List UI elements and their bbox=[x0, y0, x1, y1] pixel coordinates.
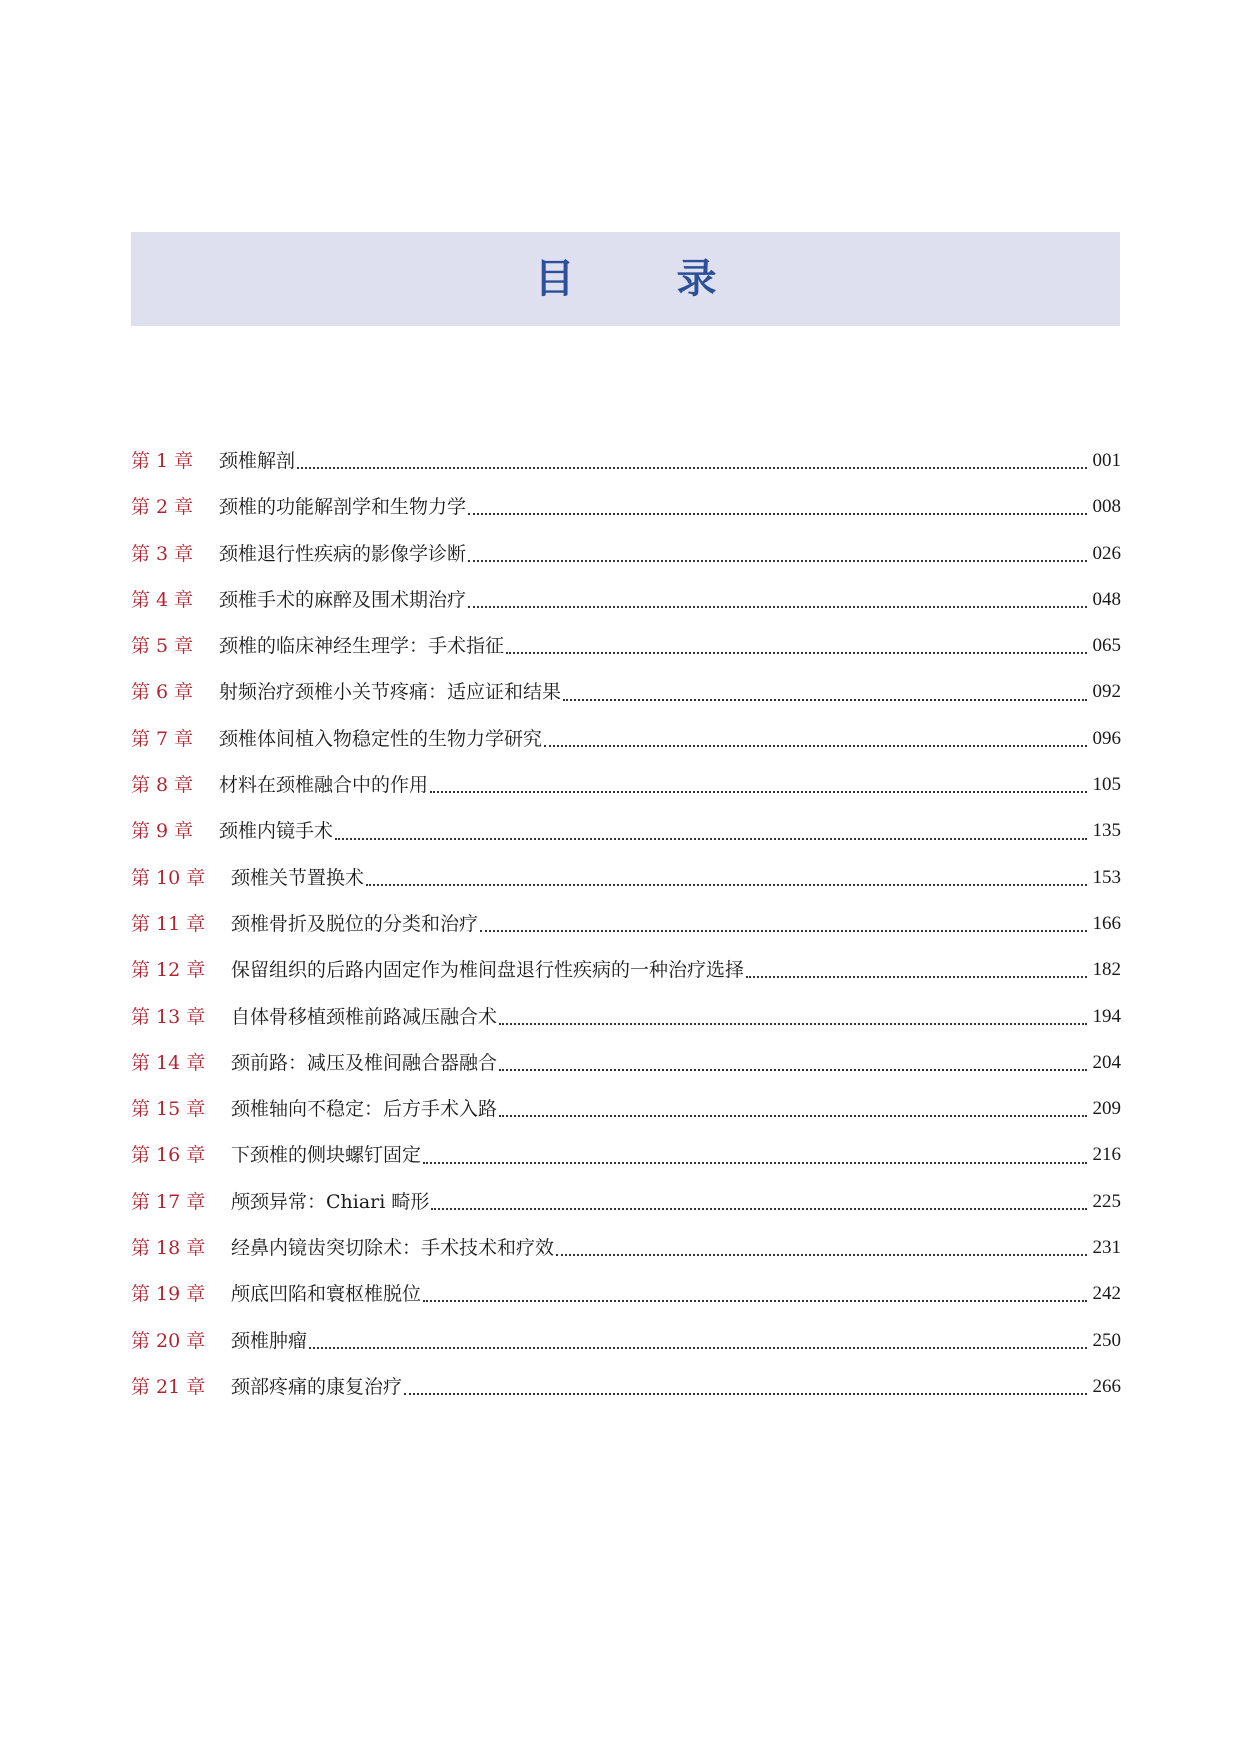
toc-dot-leader bbox=[335, 838, 1086, 840]
toc-dot-leader bbox=[366, 884, 1086, 886]
toc-entry-line bbox=[219, 577, 1121, 623]
toc-entry[interactable] bbox=[131, 484, 1121, 530]
toc-chapter-label: 第 4 章 bbox=[131, 588, 194, 611]
toc-page-number: 135 bbox=[1092, 820, 1121, 842]
toc-entry[interactable] bbox=[131, 1225, 1121, 1271]
page-title: 目 录 bbox=[534, 255, 761, 302]
toc-dot-leader bbox=[309, 1347, 1086, 1349]
toc-chapter-title: 颅底凹陷和寰枢椎脱位 bbox=[231, 1283, 422, 1306]
toc-entry-line bbox=[231, 1318, 1121, 1364]
toc-chapter-title: 颈椎退行性疾病的影像学诊断 bbox=[219, 542, 467, 565]
toc-chapter-label: 第 15 章 bbox=[131, 1098, 206, 1121]
toc-entry-line bbox=[231, 1271, 1121, 1317]
toc-chapter-label: 第 3 章 bbox=[131, 542, 194, 565]
toc-dot-leader bbox=[556, 1254, 1086, 1256]
toc-chapter-title: 下颈椎的侧块螺钉固定 bbox=[231, 1144, 422, 1167]
toc-dot-leader bbox=[563, 699, 1086, 701]
toc-dot-leader bbox=[468, 606, 1086, 608]
toc-page-number: 001 bbox=[1092, 450, 1121, 471]
toc-entry-line bbox=[231, 1364, 1121, 1410]
toc-page-number: 065 bbox=[1092, 635, 1121, 657]
toc-page-number: 194 bbox=[1092, 1005, 1121, 1027]
toc-chapter-title: 自体骨移植颈椎前路减压融合术 bbox=[231, 1005, 498, 1028]
toc-entry[interactable] bbox=[131, 1271, 1121, 1317]
toc-chapter-title: 颈部疼痛的康复治疗 bbox=[231, 1375, 403, 1398]
toc-entry-line bbox=[231, 901, 1121, 947]
toc-entry[interactable] bbox=[131, 762, 1121, 808]
toc-chapter-label: 第 19 章 bbox=[131, 1283, 206, 1306]
toc-chapter-title: 颈椎解剖 bbox=[219, 450, 296, 472]
toc-entry[interactable] bbox=[131, 855, 1121, 901]
toc-chapter-title: 颈前路：减压及椎间融合器融合 bbox=[231, 1051, 498, 1074]
toc-entry[interactable] bbox=[131, 531, 1121, 577]
toc-entry-line bbox=[219, 716, 1121, 762]
toc-dot-leader bbox=[423, 1162, 1086, 1164]
toc-entry-line bbox=[231, 1040, 1121, 1086]
toc-entry[interactable] bbox=[131, 623, 1121, 669]
toc-page-number: 242 bbox=[1092, 1283, 1121, 1305]
toc-dot-leader bbox=[431, 1208, 1086, 1210]
toc-page-number: 096 bbox=[1092, 727, 1121, 749]
toc-chapter-label: 第 2 章 bbox=[131, 496, 194, 519]
toc-dot-leader bbox=[423, 1300, 1086, 1302]
toc-dot-leader bbox=[404, 1393, 1086, 1395]
toc-chapter-label: 第 6 章 bbox=[131, 681, 194, 704]
toc-chapter-label: 第 21 章 bbox=[131, 1375, 206, 1398]
toc-entry-line bbox=[219, 438, 1121, 484]
toc-page-number: 266 bbox=[1092, 1375, 1121, 1397]
toc-page-number: 008 bbox=[1092, 496, 1121, 518]
toc-chapter-label: 第 17 章 bbox=[131, 1190, 206, 1213]
toc-page-number: 204 bbox=[1092, 1051, 1121, 1073]
toc-dot-leader bbox=[430, 791, 1086, 793]
toc-entry[interactable] bbox=[131, 577, 1121, 623]
toc-entry-line bbox=[219, 762, 1121, 808]
toc-entry-line bbox=[231, 1225, 1121, 1271]
toc-chapter-title: 保留组织的后路内固定作为椎间盘退行性疾病的一种治疗选择 bbox=[231, 959, 745, 982]
toc-dot-leader bbox=[499, 1069, 1086, 1071]
toc-entry-line bbox=[219, 669, 1121, 715]
toc-entry[interactable] bbox=[131, 1040, 1121, 1086]
toc-page-number: 153 bbox=[1092, 866, 1121, 888]
toc-chapter-label: 第 11 章 bbox=[131, 912, 206, 935]
toc-chapter-title: 颈椎骨折及脱位的分类和治疗 bbox=[231, 912, 479, 935]
toc-entry[interactable] bbox=[131, 947, 1121, 993]
toc-chapter-title: 颈椎的临床神经生理学：手术指征 bbox=[219, 635, 505, 658]
toc-entry[interactable] bbox=[131, 901, 1121, 947]
toc-entry[interactable] bbox=[131, 808, 1121, 854]
table-of-contents bbox=[131, 438, 1121, 1410]
toc-page-number: 166 bbox=[1092, 912, 1121, 934]
toc-entry-line bbox=[219, 623, 1121, 669]
toc-page-number: 026 bbox=[1092, 542, 1121, 564]
toc-page-number: 231 bbox=[1092, 1237, 1121, 1259]
toc-chapter-title: 射频治疗颈椎小关节疼痛：适应证和结果 bbox=[219, 681, 562, 704]
toc-entry-line bbox=[219, 808, 1121, 854]
toc-chapter-label: 第 7 章 bbox=[131, 727, 194, 750]
toc-entry-line bbox=[231, 1132, 1121, 1178]
toc-page-number: 092 bbox=[1092, 681, 1121, 703]
toc-chapter-title: 颈椎体间植入物稳定性的生物力学研究 bbox=[219, 727, 543, 750]
toc-entry[interactable] bbox=[131, 994, 1121, 1040]
toc-page-number: 225 bbox=[1092, 1190, 1121, 1212]
toc-dot-leader bbox=[480, 930, 1086, 932]
toc-dot-leader bbox=[506, 652, 1086, 654]
toc-entry[interactable] bbox=[131, 716, 1121, 762]
toc-entry[interactable] bbox=[131, 1318, 1121, 1364]
toc-entry[interactable] bbox=[131, 1086, 1121, 1132]
toc-entry[interactable] bbox=[131, 1179, 1121, 1225]
toc-chapter-title: 颅颈异常：Chiari 畸形 bbox=[231, 1190, 430, 1213]
toc-chapter-label: 第 10 章 bbox=[131, 866, 206, 889]
toc-chapter-label: 第 13 章 bbox=[131, 1005, 206, 1028]
toc-dot-leader bbox=[468, 513, 1086, 515]
toc-entry-line bbox=[231, 855, 1121, 901]
toc-dot-leader bbox=[499, 1023, 1086, 1025]
toc-chapter-title: 颈椎肿瘤 bbox=[231, 1329, 308, 1352]
toc-dot-leader bbox=[468, 560, 1086, 562]
toc-chapter-title: 颈椎轴向不稳定：后方手术入路 bbox=[231, 1098, 498, 1121]
toc-chapter-title: 颈椎关节置换术 bbox=[231, 866, 365, 889]
toc-title-band bbox=[131, 232, 1120, 326]
toc-entry-line bbox=[231, 947, 1121, 993]
toc-page-number: 209 bbox=[1092, 1098, 1121, 1120]
toc-entry-line bbox=[231, 1086, 1121, 1132]
toc-dot-leader bbox=[499, 1115, 1086, 1117]
toc-entry-line bbox=[219, 484, 1121, 530]
toc-page-number: 048 bbox=[1092, 588, 1121, 610]
toc-entry[interactable] bbox=[131, 669, 1121, 715]
toc-entry-line bbox=[231, 1179, 1121, 1225]
toc-chapter-label: 第 1 章 bbox=[131, 450, 194, 472]
toc-chapter-label: 第 5 章 bbox=[131, 635, 194, 658]
toc-page-number: 182 bbox=[1092, 959, 1121, 981]
toc-entry[interactable] bbox=[131, 438, 1121, 484]
toc-chapter-title: 颈椎内镜手术 bbox=[219, 820, 334, 843]
toc-chapter-title: 颈椎手术的麻醉及围术期治疗 bbox=[219, 588, 467, 611]
toc-entry[interactable] bbox=[131, 1132, 1121, 1178]
toc-chapter-label: 第 16 章 bbox=[131, 1144, 206, 1167]
toc-entry[interactable] bbox=[131, 1364, 1121, 1410]
toc-entry-line bbox=[231, 994, 1121, 1040]
toc-chapter-label: 第 20 章 bbox=[131, 1329, 206, 1352]
toc-chapter-label: 第 8 章 bbox=[131, 774, 194, 797]
toc-dot-leader bbox=[746, 976, 1086, 978]
toc-chapter-label: 第 18 章 bbox=[131, 1237, 206, 1260]
toc-chapter-label: 第 9 章 bbox=[131, 820, 194, 843]
toc-entry-line bbox=[219, 531, 1121, 577]
toc-dot-leader bbox=[544, 745, 1086, 747]
toc-page-number: 105 bbox=[1092, 774, 1121, 796]
toc-chapter-title: 经鼻内镜齿突切除术：手术技术和疗效 bbox=[231, 1237, 555, 1260]
toc-chapter-label: 第 14 章 bbox=[131, 1051, 206, 1074]
toc-page-number: 250 bbox=[1092, 1329, 1121, 1351]
toc-dot-leader bbox=[297, 467, 1086, 469]
toc-chapter-label: 第 12 章 bbox=[131, 959, 206, 982]
toc-chapter-title: 材料在颈椎融合中的作用 bbox=[219, 774, 429, 797]
toc-chapter-title: 颈椎的功能解剖学和生物力学 bbox=[219, 496, 467, 519]
toc-page-number: 216 bbox=[1092, 1144, 1121, 1166]
